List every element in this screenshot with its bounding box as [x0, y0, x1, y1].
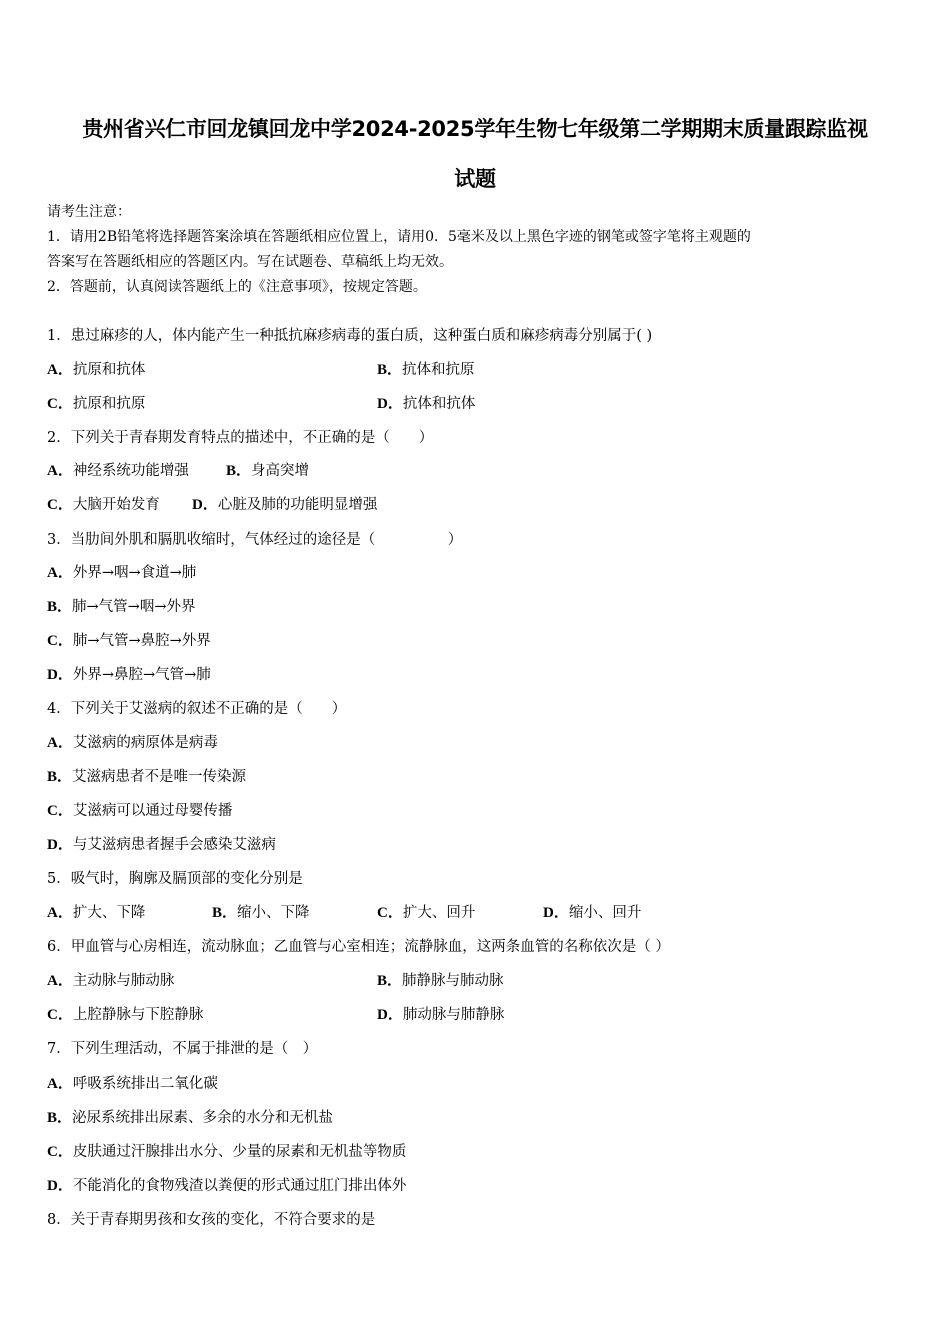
option-text: 主动脉与肺动脉	[72, 973, 175, 989]
option-label: A．	[47, 1076, 73, 1092]
question-6-option-b	[377, 971, 504, 991]
question-7-stem: 7．下列生理活动，不属于排泄的是（ ）	[47, 1041, 318, 1057]
question-7-option-c	[47, 1142, 406, 1162]
option-label: D．	[47, 837, 73, 853]
option-text: 外界→鼻腔→气管→肺	[72, 667, 211, 683]
question-2-option-a	[47, 461, 189, 481]
option-text: 抗原和抗原	[72, 396, 146, 412]
question-4-option-d	[47, 835, 276, 855]
option-text: 身高突增	[251, 463, 310, 479]
option-text: 肺→气管→咽→外界	[72, 599, 196, 615]
option-text: 皮肤通过汗腺排出水分、少量的尿素和无机盐等物质	[72, 1144, 407, 1160]
option-text: 艾滋病的病原体是病毒	[72, 735, 218, 751]
option-text: 肺动脉与肺静脉	[402, 1007, 505, 1023]
option-text: 抗体和抗原	[402, 362, 475, 378]
option-label: A．	[47, 565, 73, 581]
question-4-option-c	[47, 801, 232, 821]
option-label: A．	[47, 973, 73, 989]
option-label: B．	[47, 599, 73, 615]
option-text: 缩小、回升	[568, 905, 642, 921]
question-1-option-b	[377, 360, 475, 380]
option-label: D．	[377, 396, 403, 412]
option-label: D．	[543, 905, 569, 921]
notice-line-2: 答案写在答题纸相应的答题区内。写在试题卷、草稿纸上均无效。	[47, 254, 453, 270]
option-label: A．	[47, 362, 73, 378]
exam-title-line-2: 试题	[454, 167, 496, 191]
option-text: 神经系统功能增强	[72, 463, 189, 479]
question-4-option-b	[47, 767, 246, 787]
option-label: C．	[47, 803, 73, 819]
option-label: C．	[377, 905, 403, 921]
question-5-option-a	[47, 903, 145, 923]
option-label: B．	[377, 362, 403, 378]
option-label: C．	[47, 1007, 73, 1023]
option-text: 艾滋病患者不是唯一传染源	[72, 769, 247, 785]
option-label: C．	[47, 396, 73, 412]
option-label: A．	[47, 905, 73, 921]
question-6-stem: 6．甲血管与心房相连，流动脉血；乙血管与心室相连；流静脉血，这两条血管的名称依次是（ ）	[47, 939, 670, 955]
question-4-option-a	[47, 733, 218, 753]
option-text: 大脑开始发育	[72, 497, 160, 513]
option-text: 泌尿系统排出尿素、多余的水分和无机盐	[72, 1110, 334, 1126]
question-2-option-c	[47, 495, 160, 515]
option-label: B．	[47, 1110, 73, 1126]
option-text: 肺静脉与肺动脉	[402, 973, 504, 989]
option-label: B．	[377, 973, 403, 989]
notice-line-3: 2．答题前，认真阅读答题纸上的《注意事项》，按规定答题。	[47, 279, 427, 295]
question-1-option-c	[47, 394, 145, 414]
exam-notice	[47, 200, 907, 300]
question-5-option-d	[543, 903, 641, 923]
option-label: C．	[47, 497, 73, 513]
option-label: B．	[226, 463, 252, 479]
question-3-option-b	[47, 597, 195, 617]
question-4-stem: 4．下列关于艾滋病的叙述不正确的是（ ）	[47, 701, 347, 717]
question-6-option-d	[377, 1005, 504, 1025]
option-label: D．	[377, 1007, 403, 1023]
option-label: A．	[47, 735, 73, 751]
question-2-option-b	[226, 461, 309, 481]
option-label: A．	[47, 463, 73, 479]
option-text: 与艾滋病患者握手会感染艾滋病	[72, 837, 276, 853]
question-2-stem: 2．下列关于青春期发育特点的描述中，不正确的是（ ）	[47, 430, 434, 446]
option-text: 扩大、下降	[72, 905, 146, 921]
question-7-option-d	[47, 1176, 406, 1196]
option-label: D．	[192, 497, 218, 513]
question-8-stem: 8．关于青春期男孩和女孩的变化，不符合要求的是	[47, 1212, 376, 1228]
question-1-option-a	[47, 360, 145, 380]
question-6-option-a	[47, 971, 174, 991]
option-label: B．	[47, 769, 73, 785]
question-7-option-b	[47, 1108, 333, 1128]
option-text: 艾滋病可以通过母婴传播	[72, 803, 233, 819]
option-text: 肺→气管→鼻腔→外界	[72, 633, 211, 649]
question-2-option-d	[192, 495, 377, 515]
option-text: 上腔静脉与下腔静脉	[72, 1007, 204, 1023]
option-text: 呼吸系统排出二氧化碳	[72, 1076, 218, 1092]
option-text: 不能消化的食物残渣以粪便的形式通过肛门排出体外	[72, 1178, 407, 1194]
question-5-stem: 5．吸气时，胸廓及膈顶部的变化分别是	[47, 871, 303, 887]
question-3-option-c	[47, 631, 211, 651]
option-text: 抗原和抗体	[72, 362, 146, 378]
question-6-option-c	[47, 1005, 203, 1025]
question-3-stem: 3．当肋间外肌和膈肌收缩时，气体经过的途径是（ ）	[47, 532, 463, 548]
option-label: D．	[47, 667, 73, 683]
question-5-option-c	[377, 903, 475, 923]
option-text: 缩小、下降	[237, 905, 310, 921]
question-3-option-a	[47, 563, 196, 583]
question-5-option-b	[212, 903, 310, 923]
notice-line-1: 1．请用2B铅笔将选择题答案涂填在答题纸相应位置上，请用0．5毫米及以上黑色字迹的钢笔或签字笔将主观题的	[47, 229, 751, 245]
option-text: 心脏及肺的功能明显增强	[217, 497, 378, 513]
question-7-option-a	[47, 1074, 218, 1094]
option-label: C．	[47, 633, 73, 649]
option-text: 扩大、回升	[402, 905, 476, 921]
option-label: C．	[47, 1144, 73, 1160]
exam-title-line-1: 贵州省兴仁市回龙镇回龙中学2024-2025学年生物七年级第二学期期末质量跟踪监视	[82, 117, 868, 141]
question-1-stem: 1．患过麻疹的人，体内能产生一种抵抗麻疹病毒的蛋白质，这种蛋白质和麻疹病毒分别属于( )	[47, 328, 653, 344]
option-text: 抗体和抗体	[402, 396, 476, 412]
option-text: 外界→咽→食道→肺	[72, 565, 197, 581]
question-3-option-d	[47, 665, 211, 685]
option-label: B．	[212, 905, 238, 921]
question-1-option-d	[377, 394, 475, 414]
notice-heading: 请考生注意：	[47, 204, 131, 220]
option-label: D．	[47, 1178, 73, 1194]
